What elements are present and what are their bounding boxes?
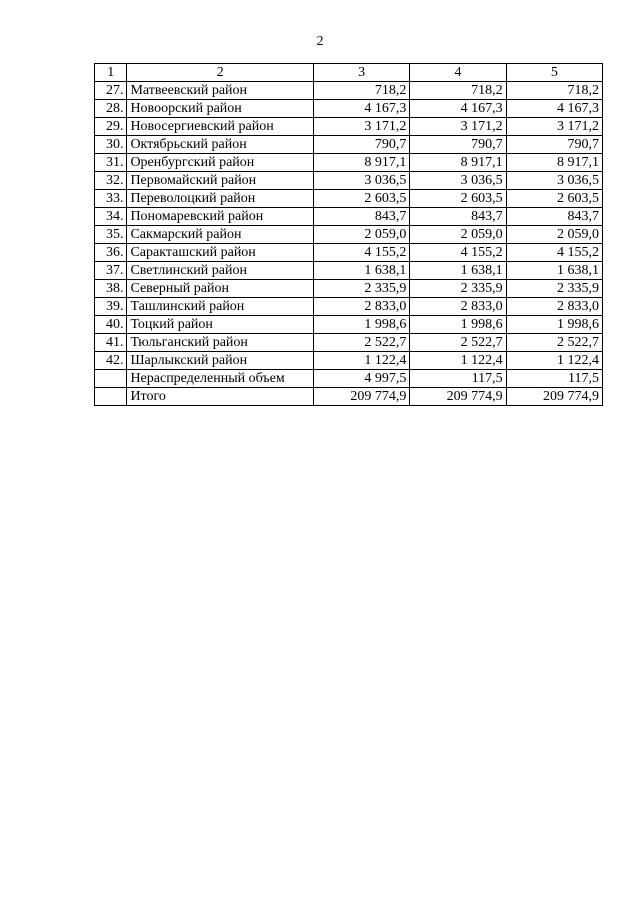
table-row	[95, 118, 603, 136]
value-col-4: 2 833,0	[410, 298, 506, 316]
value-col-5: 1 998,6	[506, 316, 602, 334]
table-row	[95, 388, 603, 406]
value-col-3: 1 122,4	[314, 352, 410, 370]
table-row	[95, 190, 603, 208]
value-col-5: 209 774,9	[506, 388, 602, 406]
district-name: Первомайский район	[127, 172, 314, 190]
table-row	[95, 136, 603, 154]
row-number: 39.	[95, 298, 127, 316]
table-body	[95, 82, 603, 406]
row-number: 29.	[95, 118, 127, 136]
row-number: 35.	[95, 226, 127, 244]
value-col-3: 3 036,5	[314, 172, 410, 190]
value-col-4: 2 522,7	[410, 334, 506, 352]
row-number: 40.	[95, 316, 127, 334]
district-name: Переволоцкий район	[127, 190, 314, 208]
value-col-5: 843,7	[506, 208, 602, 226]
value-col-4: 4 155,2	[410, 244, 506, 262]
table-row	[95, 334, 603, 352]
value-col-4: 843,7	[410, 208, 506, 226]
value-col-5: 718,2	[506, 82, 602, 100]
value-col-5: 2 059,0	[506, 226, 602, 244]
value-col-4: 1 998,6	[410, 316, 506, 334]
row-number: 34.	[95, 208, 127, 226]
row-number: 38.	[95, 280, 127, 298]
row-number: 32.	[95, 172, 127, 190]
column-header-1: 1	[95, 64, 127, 82]
value-col-5: 3 171,2	[506, 118, 602, 136]
value-col-4: 2 603,5	[410, 190, 506, 208]
district-name: Матвеевский район	[127, 82, 314, 100]
value-col-3: 209 774,9	[314, 388, 410, 406]
value-col-3: 2 335,9	[314, 280, 410, 298]
column-header-4: 4	[410, 64, 506, 82]
table-row	[95, 316, 603, 334]
district-name: Новосергиевский район	[127, 118, 314, 136]
district-name: Тоцкий район	[127, 316, 314, 334]
allocation-table	[94, 63, 603, 406]
value-col-4: 209 774,9	[410, 388, 506, 406]
page-number: 2	[316, 34, 324, 49]
value-col-3: 3 171,2	[314, 118, 410, 136]
value-col-3: 4 997,5	[314, 370, 410, 388]
table-row	[95, 298, 603, 316]
value-col-5: 790,7	[506, 136, 602, 154]
table-row	[95, 208, 603, 226]
value-col-3: 843,7	[314, 208, 410, 226]
value-col-3: 4 167,3	[314, 100, 410, 118]
value-col-3: 4 155,2	[314, 244, 410, 262]
district-name: Оренбургский район	[127, 154, 314, 172]
district-name: Северный район	[127, 280, 314, 298]
value-col-4: 790,7	[410, 136, 506, 154]
table-row	[95, 172, 603, 190]
value-col-3: 1 998,6	[314, 316, 410, 334]
value-col-5: 2 833,0	[506, 298, 602, 316]
column-header-5: 5	[506, 64, 602, 82]
district-name: Саракташский район	[127, 244, 314, 262]
row-number: 30.	[95, 136, 127, 154]
value-col-4: 117,5	[410, 370, 506, 388]
value-col-3: 2 833,0	[314, 298, 410, 316]
value-col-5: 2 522,7	[506, 334, 602, 352]
value-col-3: 2 059,0	[314, 226, 410, 244]
table-row	[95, 226, 603, 244]
value-col-5: 1 122,4	[506, 352, 602, 370]
district-name: Сакмарский район	[127, 226, 314, 244]
table-row	[95, 280, 603, 298]
table-row	[95, 100, 603, 118]
district-name: Тюльганский район	[127, 334, 314, 352]
value-col-4: 3 171,2	[410, 118, 506, 136]
row-number: 28.	[95, 100, 127, 118]
district-name: Итого	[127, 388, 314, 406]
district-name: Новоорский район	[127, 100, 314, 118]
district-name: Ташлинский район	[127, 298, 314, 316]
value-col-4: 4 167,3	[410, 100, 506, 118]
row-number: 37.	[95, 262, 127, 280]
value-col-3: 1 638,1	[314, 262, 410, 280]
value-col-5: 117,5	[506, 370, 602, 388]
row-number: 36.	[95, 244, 127, 262]
row-number: 41.	[95, 334, 127, 352]
value-col-4: 1 122,4	[410, 352, 506, 370]
row-number	[95, 370, 127, 388]
table-header-row	[95, 64, 603, 82]
table-row	[95, 244, 603, 262]
value-col-4: 2 335,9	[410, 280, 506, 298]
value-col-4: 718,2	[410, 82, 506, 100]
table-row	[95, 82, 603, 100]
value-col-4: 3 036,5	[410, 172, 506, 190]
value-col-5: 1 638,1	[506, 262, 602, 280]
table-row	[95, 154, 603, 172]
value-col-4: 1 638,1	[410, 262, 506, 280]
value-col-5: 3 036,5	[506, 172, 602, 190]
value-col-3: 2 603,5	[314, 190, 410, 208]
value-col-4: 8 917,1	[410, 154, 506, 172]
table-row	[95, 370, 603, 388]
value-col-3: 2 522,7	[314, 334, 410, 352]
value-col-3: 790,7	[314, 136, 410, 154]
district-name: Пономаревский район	[127, 208, 314, 226]
value-col-5: 2 603,5	[506, 190, 602, 208]
district-name: Шарлыкский район	[127, 352, 314, 370]
row-number: 33.	[95, 190, 127, 208]
value-col-5: 4 155,2	[506, 244, 602, 262]
district-name: Нераспределенный объем	[127, 370, 314, 388]
row-number: 31.	[95, 154, 127, 172]
value-col-3: 718,2	[314, 82, 410, 100]
table-row	[95, 352, 603, 370]
row-number	[95, 388, 127, 406]
value-col-5: 2 335,9	[506, 280, 602, 298]
value-col-5: 4 167,3	[506, 100, 602, 118]
district-name: Светлинский район	[127, 262, 314, 280]
column-header-3: 3	[314, 64, 410, 82]
district-name: Октябрьский район	[127, 136, 314, 154]
column-header-2: 2	[127, 64, 314, 82]
value-col-4: 2 059,0	[410, 226, 506, 244]
row-number: 27.	[95, 82, 127, 100]
value-col-3: 8 917,1	[314, 154, 410, 172]
value-col-5: 8 917,1	[506, 154, 602, 172]
table-row	[95, 262, 603, 280]
row-number: 42.	[95, 352, 127, 370]
